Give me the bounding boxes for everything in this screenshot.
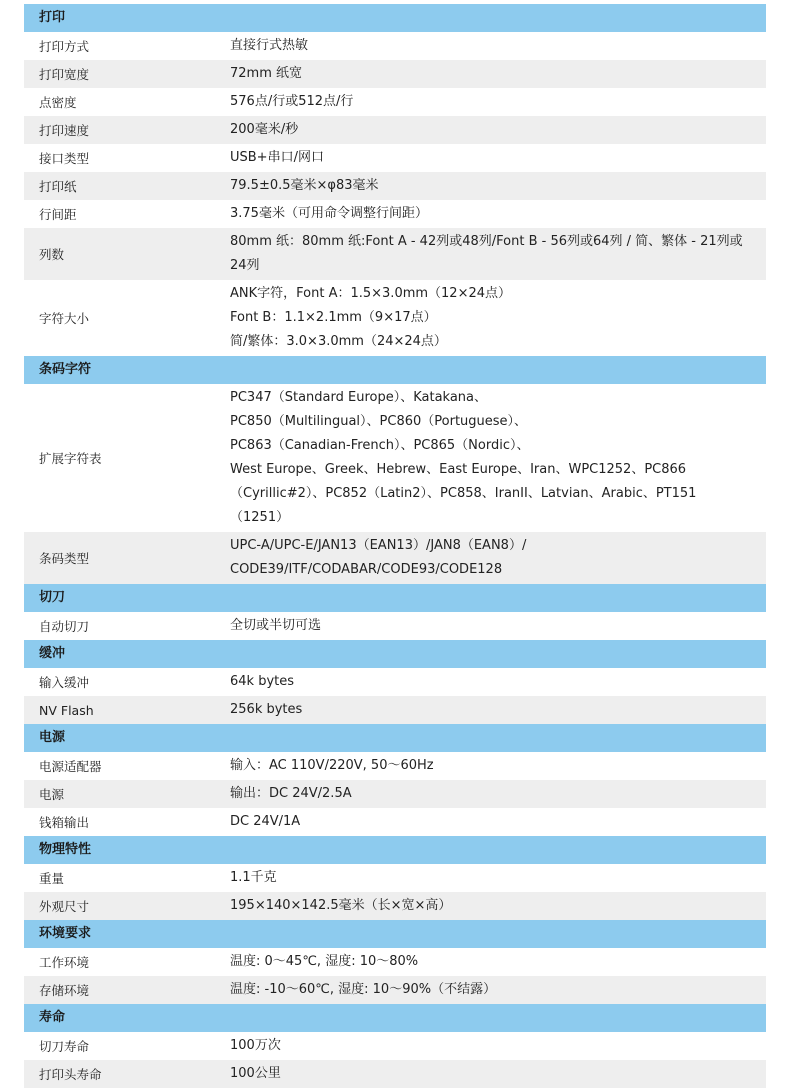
spec-row: [24, 280, 766, 356]
spec-table: [24, 4, 766, 1088]
spec-row: [24, 808, 766, 836]
spec-row: [24, 200, 766, 228]
spec-value: [230, 282, 766, 354]
spec-value-line: 64k bytes: [230, 674, 295, 689]
spec-label: 电源: [39, 787, 65, 802]
spec-row: [24, 60, 766, 88]
spec-label: 电源适配器: [39, 759, 102, 774]
spec-label: 行间距: [39, 207, 77, 222]
spec-row: [24, 228, 766, 280]
spec-value: [230, 810, 766, 834]
spec-value-line: 直接行式热敏: [230, 38, 309, 53]
spec-value-line: USB+串口/网口: [230, 150, 324, 165]
spec-row: [24, 948, 766, 976]
spec-value: [230, 386, 766, 530]
section-header: 切刀: [24, 584, 766, 612]
spec-value: [230, 534, 766, 582]
spec-value: [230, 1062, 766, 1086]
spec-label: 字符大小: [39, 311, 90, 326]
spec-value-line: 3.75毫米（可用命令调整行间距）: [230, 206, 428, 221]
spec-value: [230, 782, 766, 806]
spec-row: [24, 172, 766, 200]
spec-value-line: CODE39/ITF/CODABAR/CODE93/CODE128: [230, 562, 503, 577]
spec-value-line: PC850（Multilingual）、PC860（Portuguese）、: [230, 414, 528, 429]
section-header: 电源: [24, 724, 766, 752]
spec-value-line: UPC-A/UPC-E/JAN13（EAN13）/JAN8（EAN8）/: [230, 538, 527, 553]
spec-value: [230, 950, 766, 974]
spec-row: [24, 144, 766, 172]
spec-row: [24, 892, 766, 920]
spec-label: 列数: [39, 247, 65, 262]
spec-value-line: 79.5±0.5毫米×φ83毫米: [230, 178, 379, 193]
spec-row: [24, 384, 766, 532]
spec-value: [230, 978, 766, 1002]
section-header: 寿命: [24, 1004, 766, 1032]
spec-value-line: 100公里: [230, 1066, 281, 1081]
section-header: 缓冲: [24, 640, 766, 668]
spec-value-line: （Cyrillic#2）、PC852（Latin2）、PC858、IranII、Latvian、Arabic、PT151: [230, 486, 697, 501]
spec-value: [230, 34, 766, 58]
spec-value: [230, 1034, 766, 1058]
spec-value-line: 80mm 纸：80mm 纸:Font A - 42列或48列/Font B - 56列或64列 / 简、繁体 - 21列或: [230, 234, 743, 249]
spec-value-line: 100万次: [230, 1038, 281, 1053]
spec-row: [24, 1060, 766, 1088]
spec-row: [24, 612, 766, 640]
spec-value-line: DC 24V/1A: [230, 814, 301, 829]
spec-value: [230, 894, 766, 918]
spec-value-line: （1251）: [230, 510, 290, 525]
spec-value-line: 全切或半切可选: [230, 618, 322, 633]
spec-value: [230, 90, 766, 114]
spec-value-line: PC347（Standard Europe）、Katakana、: [230, 390, 488, 405]
spec-label: 打印方式: [39, 39, 90, 54]
spec-label: 外观尺寸: [39, 899, 90, 914]
spec-label: 打印宽度: [39, 67, 90, 82]
spec-value: [230, 866, 766, 890]
spec-value: [230, 118, 766, 142]
spec-row: [24, 668, 766, 696]
spec-row: [24, 976, 766, 1004]
spec-value-line: 24列: [230, 258, 260, 273]
spec-value-line: PC863（Canadian-French）、PC865（Nordic）、: [230, 438, 530, 453]
spec-label: 切刀寿命: [39, 1039, 90, 1054]
spec-value-line: Font B：1.1×2.1mm（9×17点）: [230, 310, 437, 325]
spec-value: [230, 614, 766, 638]
spec-value-line: 输入：AC 110V/220V, 50～60Hz: [230, 758, 434, 773]
section-header: 环境要求: [24, 920, 766, 948]
spec-value: [230, 202, 766, 226]
spec-label: 存储环境: [39, 983, 90, 998]
spec-value-line: ANK字符，Font A：1.5×3.0mm（12×24点）: [230, 286, 512, 301]
spec-row: [24, 752, 766, 780]
section-header: 物理特性: [24, 836, 766, 864]
spec-label: NV Flash: [39, 702, 94, 718]
spec-row: [24, 780, 766, 808]
spec-value-line: West Europe、Greek、Hebrew、East Europe、Iran、WPC1252、PC866: [230, 462, 687, 477]
spec-value-line: 256k bytes: [230, 702, 303, 717]
spec-label: 钱箱输出: [39, 815, 90, 830]
section-header: 条码字符: [24, 356, 766, 384]
spec-value: [230, 174, 766, 198]
spec-row: [24, 32, 766, 60]
spec-value-line: 576点/行或512点/行: [230, 94, 354, 109]
spec-label: 打印头寿命: [39, 1067, 102, 1082]
spec-value-line: 200毫米/秒: [230, 122, 299, 137]
spec-label: 打印速度: [39, 123, 90, 138]
spec-label: 打印纸: [39, 179, 77, 194]
spec-label: 扩展字符表: [39, 451, 102, 466]
spec-value-line: 简/繁体：3.0×3.0mm（24×24点）: [230, 334, 447, 349]
spec-value: [230, 62, 766, 86]
spec-label: 接口类型: [39, 151, 90, 166]
spec-label: 点密度: [39, 95, 77, 110]
spec-row: [24, 532, 766, 584]
spec-row: [24, 1032, 766, 1060]
spec-row: [24, 116, 766, 144]
spec-label: 条码类型: [39, 551, 90, 566]
spec-value-line: 温度: -10～60℃, 湿度: 10～90%（不结露）: [230, 982, 497, 997]
spec-value-line: 195×140×142.5毫米（长×宽×高）: [230, 898, 452, 913]
spec-label: 重量: [39, 871, 65, 886]
spec-value-line: 输出：DC 24V/2.5A: [230, 786, 352, 801]
spec-value: [230, 754, 766, 778]
spec-row: [24, 696, 766, 724]
spec-value-line: 72mm 纸宽: [230, 66, 303, 81]
spec-value: [230, 146, 766, 170]
spec-label: 工作环境: [39, 955, 90, 970]
spec-value-line: 1.1千克: [230, 870, 277, 885]
spec-value-line: 温度: 0～45℃, 湿度: 10～80%: [230, 954, 419, 969]
spec-label: 自动切刀: [39, 619, 90, 634]
section-header: 打印: [24, 4, 766, 32]
spec-row: [24, 88, 766, 116]
spec-value: [230, 698, 766, 722]
spec-label: 输入缓冲: [39, 675, 90, 690]
spec-value: [230, 230, 766, 278]
spec-value: [230, 670, 766, 694]
spec-row: [24, 864, 766, 892]
